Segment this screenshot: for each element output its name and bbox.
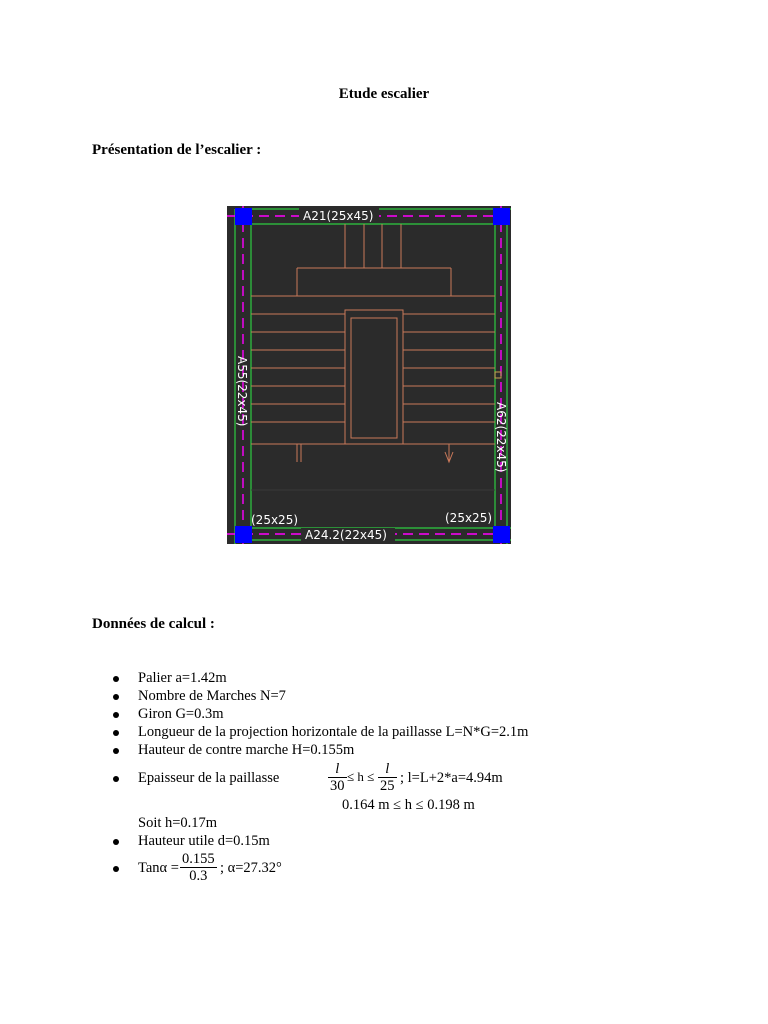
tan-label: Tanα = — [138, 860, 179, 876]
list-bullet — [113, 730, 119, 736]
list-bullet — [113, 776, 119, 782]
column-bottom-right — [493, 526, 510, 543]
list-item-longueur: Longueur de la projection horizontale de la paillasse L=N*G=2.1m — [138, 724, 529, 740]
list-bullet — [113, 676, 119, 682]
column-left-label: (25x25) — [251, 513, 299, 527]
beam-bottom-label: A24.2(22x45) — [305, 528, 387, 542]
list-bullet — [113, 712, 119, 718]
column-right-label: (25x25) — [445, 511, 493, 525]
staircase-plan-drawing — [227, 206, 511, 544]
list-bullet — [113, 748, 119, 754]
list-bullet — [113, 839, 119, 845]
beam-top-label: A21(25x45) — [303, 209, 374, 223]
fraction-l-over-30: $\frac{l}{30}$ — [330, 761, 345, 794]
column-top-right — [493, 208, 510, 225]
beam-right-label: A62(22x45) — [494, 402, 508, 473]
section-presentation-heading: Présentation de l’escalier : — [92, 142, 262, 158]
tan-result: ; α=27.32° — [220, 860, 282, 876]
inequality-h: ≤ h ≤ — [347, 769, 375, 784]
epaisseur-range: 0.164 m ≤ h ≤ 0.198 m — [342, 797, 475, 813]
epaisseur-l-formula: ; l=L+2*a=4.94m — [400, 770, 503, 786]
list-item-epaisseur-label: Epaisseur de la paillasse — [138, 770, 280, 786]
list-bullet — [113, 866, 119, 872]
beam-left-label: A55(22x45) — [235, 356, 249, 427]
soit-h: Soit h=0.17m — [138, 815, 218, 831]
column-top-left — [235, 208, 252, 225]
document-title: Etude escalier — [338, 86, 430, 102]
fraction-l-over-25: $\frac{l}{25}$ — [380, 761, 395, 794]
list-item-hauteur: Hauteur de contre marche H=0.155m — [138, 742, 355, 758]
list-item-giron: Giron G=0.3m — [138, 706, 224, 722]
list-item-marches: Nombre de Marches N=7 — [138, 688, 286, 704]
list-item-hauteur-utile: Hauteur utile d=0.15m — [138, 833, 270, 849]
section-donnees-heading: Données de calcul : — [92, 616, 215, 632]
list-bullet — [113, 694, 119, 700]
fraction-tan: $\frac{0.155}{0.3}$ — [182, 851, 215, 884]
list-item-palier: Palier a=1.42m — [138, 670, 227, 686]
column-bottom-left — [235, 526, 252, 543]
